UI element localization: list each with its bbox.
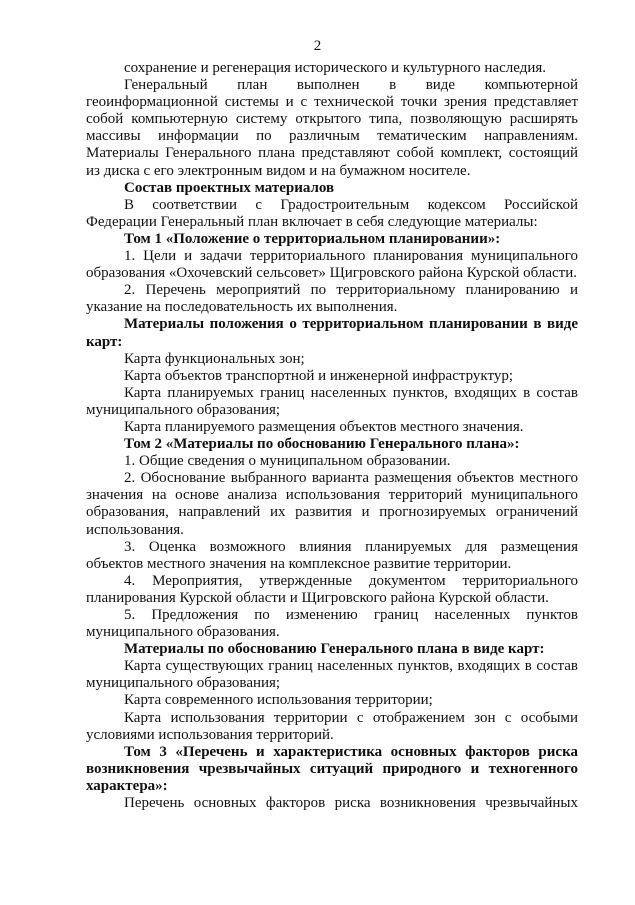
section-heading: Состав проектных материалов [124, 179, 335, 196]
section-heading: Том 1 «Положение о территориальном планировании»: [124, 230, 501, 247]
paragraph: Карта использования территории с отображением зон с особыми условиями использования территорий. [86, 709, 578, 743]
paragraph: Карта существующих границ населенных пунктов, входящих в состав муниципального образования; [86, 658, 578, 692]
paragraph: Карта функциональных зон; [124, 350, 305, 367]
paragraph: 1. Общие сведения о муниципальном образовании. [124, 453, 451, 470]
paragraph: Карта объектов транспортной и инженерной инфраструктур; [124, 367, 514, 384]
paragraph: Карта планируемых границ населенных пунктов, входящих в состав муниципального образования; [86, 384, 578, 418]
document-body [86, 60, 578, 812]
paragraph: 2. Перечень мероприятий по территориальному планированию и указание на последовательность их выполнения. [86, 282, 578, 316]
paragraph: 2. Обоснование выбранного варианта размещения объектов местного значения на основе анализа использования территорий муниципального образования, направлений их развития и прогнозируемых ограничений использования. [86, 470, 578, 538]
section-heading: Том 2 «Материалы по обоснованию Генерального плана»: [124, 436, 520, 453]
paragraph: Карта планируемого размещения объектов местного значения. [124, 418, 524, 435]
paragraph: Генеральный план выполнен в виде компьютерной геоинформационной системы и с технической точки зрения представляет собой компьютерную систему открытого типа, позволяющую расширять массивы информации по различным тематическим направлениям. Материалы Генерального плана представляют собой комплект, состоящий из диска с его электронным видом и на бумажном носителе. [86, 77, 578, 179]
section-heading: Материалы по обоснованию Генерального плана в виде карт: [124, 641, 545, 658]
paragraph: Карта современного использования территории; [124, 692, 433, 709]
paragraph: В соответствии с Градостроительным кодексом Российской Федерации Генеральный план включает в себя следующие материалы: [86, 196, 578, 230]
section-heading: Материалы положения о территориальном планировании в виде карт: [86, 316, 578, 350]
paragraph: 5. Предложения по изменению границ населенных пунктов муниципального образования. [86, 607, 578, 641]
paragraph: 1. Цели и задачи территориального планирования муниципального образования «Охочевский сельсовет» Щигровского района Курской области. [86, 248, 578, 282]
paragraph: 3. Оценка возможного влияния планируемых для размещения объектов местного значения на комплексное развитие территории. [86, 538, 578, 572]
paragraph: сохранение и регенерация исторического и культурного наследия. [124, 60, 546, 76]
page-number: 2 [313, 38, 322, 54]
section-heading: Том 3 «Перечень и характеристика основных факторов риска возникновения чрезвычайных ситуаций природного и техногенного характера»: [86, 743, 578, 794]
paragraph: 4. Мероприятия, утвержденные документом территориального планирования Курской области и Щигровского района Курской области. [86, 572, 578, 606]
paragraph: Перечень основных факторов риска возникновения чрезвычайных [124, 795, 578, 812]
